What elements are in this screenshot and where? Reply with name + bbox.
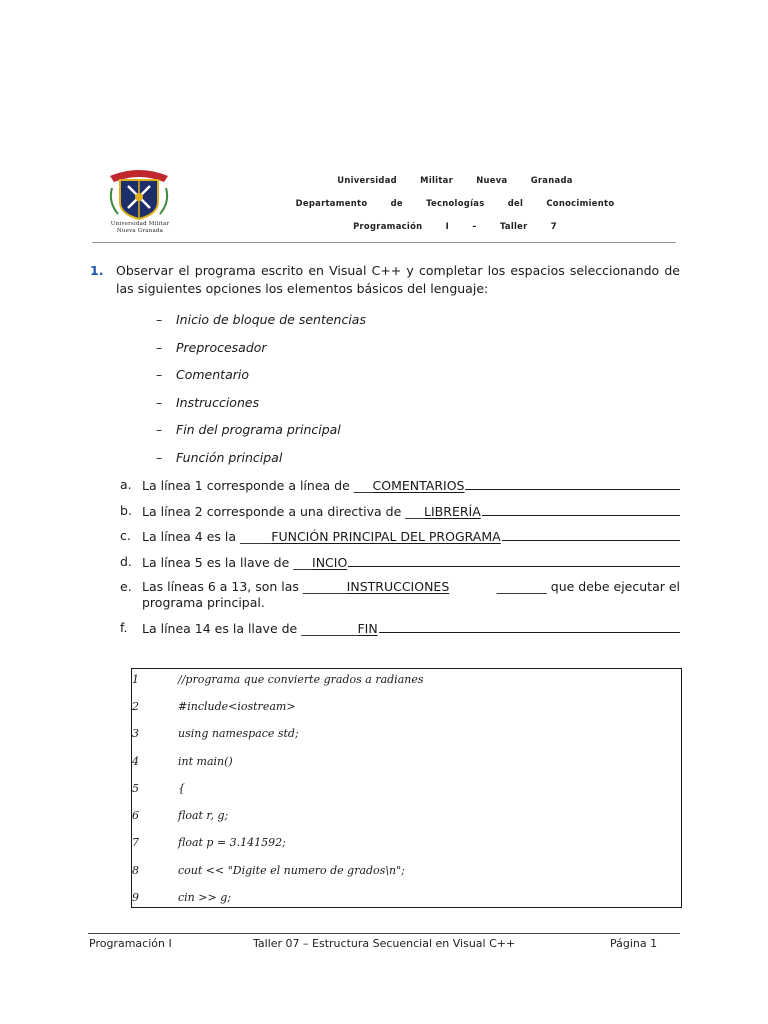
line-number: 9 [132, 891, 139, 904]
option-label: Fin del programa principal [176, 422, 341, 438]
line-number: 6 [132, 809, 139, 822]
logo-caption-line1: Universidad Militar [110, 221, 170, 227]
line-number: 1 [132, 673, 139, 686]
code-text: cin >> g; [178, 891, 231, 904]
answer-suffix: ________ que debe ejecutar el [496, 579, 680, 595]
answer-prompt: La línea 1 corresponde a línea de ___ [142, 478, 373, 493]
code-text: using namespace std; [178, 727, 299, 740]
code-text: float p = 3.141592; [178, 836, 286, 849]
answer-value: INCIO [312, 554, 348, 570]
answer-value: FIN [357, 620, 378, 636]
code-text: //programa que convierte grados a radianes [178, 673, 424, 686]
code-text: { [178, 782, 185, 795]
answer-a [120, 477, 680, 494]
question-text: Observar el programa escrito en Visual C++ y completar los espacios seleccionando de las siguientes opciones los elementos básicos del lenguaje: [116, 263, 680, 296]
option-item: – Fin del programa principal [156, 422, 341, 438]
logo-caption-line2: Nueva Granada [116, 228, 164, 234]
answer-letter: d. [120, 553, 132, 569]
answer-d [120, 554, 680, 571]
option-label: Función principal [176, 449, 283, 465]
answer-continuation: programa principal. [142, 595, 265, 611]
option-label: Preprocesador [176, 339, 267, 355]
option-item: – Preprocesador [156, 339, 267, 355]
answer-prompt: La línea 2 corresponde a una directiva de ___ [142, 503, 425, 519]
footer-course: Programación I [89, 937, 172, 950]
answer-f [120, 620, 680, 637]
code-text: float r, g; [178, 809, 229, 822]
line-number: 2 [132, 700, 139, 713]
answer-blank-line [379, 620, 680, 633]
options-list [156, 312, 366, 478]
answer-letter: a. [120, 477, 132, 492]
course-title: Programación I – Taller 7 [353, 221, 557, 231]
option-label: Comentario [176, 367, 249, 383]
footer-page-number: Página 1 [610, 937, 658, 950]
line-number: 7 [132, 836, 139, 849]
answer-blank-line [482, 503, 680, 516]
option-label: Instrucciones [176, 394, 260, 410]
option-item: – Inicio de bloque de sentencias [156, 312, 366, 327]
footer-divider [88, 933, 680, 934]
answer-prompt: La línea 14 es la llave de _________ [142, 620, 358, 636]
answer-blank-line [502, 528, 680, 541]
answer-prompt: La línea 5 es la llave de ___ [142, 554, 313, 570]
footer-title: Taller 07 – Estructura Secuencial en Visual C++ [253, 937, 516, 950]
code-text: #include<iostream> [178, 700, 296, 713]
option-item: – Comentario [156, 367, 249, 383]
line-number: 5 [132, 782, 139, 795]
logo-caption [104, 221, 176, 235]
answers-list [120, 477, 680, 646]
answer-prompt: La línea 4 es la _____ [142, 529, 272, 545]
answer-e [120, 579, 680, 611]
answer-blank-line [465, 477, 680, 490]
code-text: int main() [178, 755, 233, 768]
line-number: 8 [132, 864, 139, 877]
question-number: 1. [90, 263, 104, 278]
answer-value: INSTRUCCIONES [346, 579, 450, 595]
answer-blank-line [348, 554, 680, 567]
option-item: – Instrucciones [156, 394, 260, 410]
answer-c [120, 528, 680, 545]
answer-prompt: Las líneas 6 a 13, son las _______ [142, 579, 347, 595]
line-number: 4 [132, 755, 139, 768]
university-title: Universidad Militar Nueva Granada [337, 175, 573, 185]
answer-b [120, 503, 680, 520]
line-number: 3 [132, 727, 139, 740]
answer-value: LIBRERÍA [424, 503, 481, 519]
header-divider [92, 242, 676, 243]
code-text: cout << "Digite el numero de grados\n"; [178, 864, 405, 877]
department-title: Departamento de Tecnologías del Conocimiento [295, 198, 615, 208]
option-item: – Función principal [156, 449, 283, 465]
option-label: Inicio de bloque de sentencias [176, 312, 366, 327]
answer-value: COMENTARIOS [372, 478, 465, 493]
answer-letter: e. [120, 579, 132, 595]
answer-value: FUNCIÓN PRINCIPAL DEL PROGRAMA [271, 529, 501, 545]
answer-letter: c. [120, 528, 131, 544]
answer-letter: f. [120, 619, 128, 635]
code-listing [131, 668, 682, 908]
answer-letter: b. [120, 502, 132, 518]
